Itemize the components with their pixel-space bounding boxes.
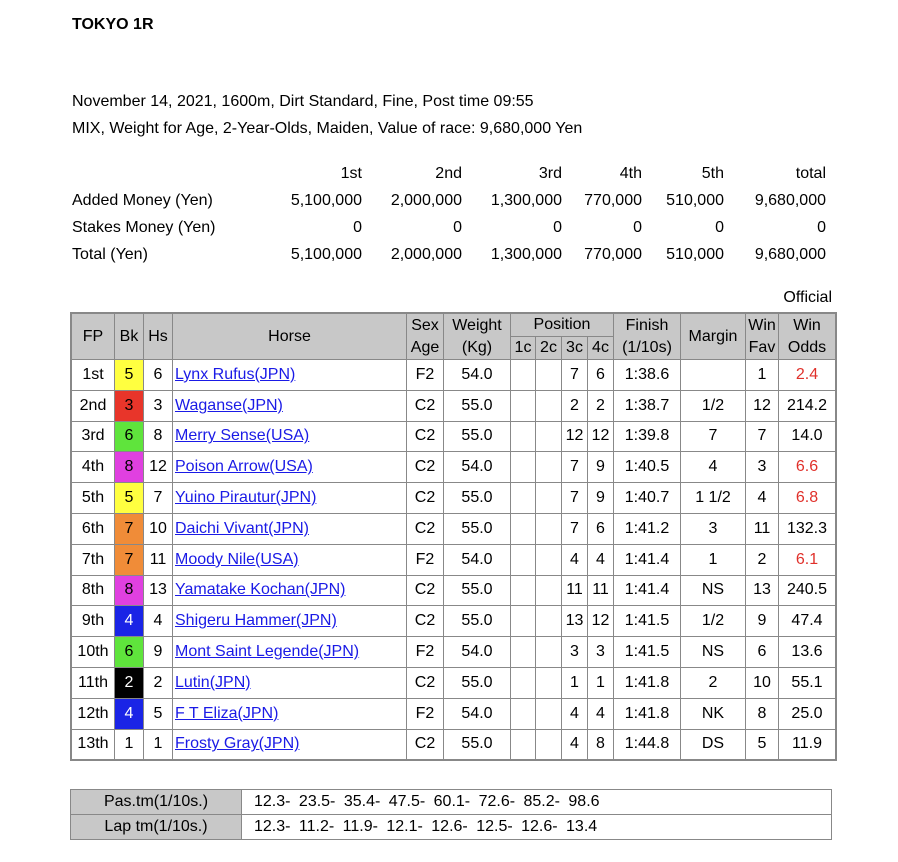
- money-cell: 5,100,000: [290, 245, 362, 263]
- cell-c3: 13: [562, 606, 588, 637]
- cell-odds: 11.9: [779, 729, 837, 760]
- cell-c2: [536, 513, 562, 544]
- cell-sex: F2: [407, 544, 444, 575]
- cell-c1: [511, 360, 536, 391]
- result-row: [71, 667, 836, 698]
- header-odds-1: Win: [793, 316, 821, 334]
- cell-c4: 9: [588, 483, 614, 514]
- cell-margin: 7: [681, 421, 746, 452]
- cell-fp: 7th: [71, 544, 115, 575]
- money-cell: 1,300,000: [490, 245, 562, 263]
- cell-finish: 1:41.5: [614, 606, 681, 637]
- cell-c4: 6: [588, 513, 614, 544]
- header-fp: FP: [71, 313, 115, 360]
- cell-c3: 7: [562, 483, 588, 514]
- cell-c1: [511, 390, 536, 421]
- money-cell: 0: [353, 218, 362, 236]
- cell-c3: 4: [562, 729, 588, 760]
- cell-finish: 1:38.7: [614, 390, 681, 421]
- cell-hs: 8: [144, 421, 173, 452]
- cell-margin: [681, 360, 746, 391]
- cell-fp: 6th: [71, 513, 115, 544]
- cell-c4: 8: [588, 729, 614, 760]
- passing-time-values: 12.3- 23.5- 35.4- 47.5- 60.1- 72.6- 85.2- 98.6: [242, 790, 832, 815]
- header-4c: 4c: [588, 337, 614, 360]
- header-margin: Margin: [681, 313, 746, 360]
- bracket-number: 8: [115, 575, 144, 606]
- cell-sex: C2: [407, 729, 444, 760]
- bracket-number: 6: [115, 637, 144, 668]
- cell-c2: [536, 360, 562, 391]
- cell-fp: 4th: [71, 452, 115, 483]
- money-cell: 4th: [619, 164, 642, 182]
- header-fav-1: Win: [748, 316, 776, 334]
- cell-weight: 54.0: [444, 637, 511, 668]
- cell-c3: 1: [562, 667, 588, 698]
- money-row: [70, 214, 826, 241]
- cell-odds: 240.5: [779, 575, 837, 606]
- cell-odds: 132.3: [779, 513, 837, 544]
- cell-margin: 3: [681, 513, 746, 544]
- cell-hs: 9: [144, 637, 173, 668]
- cell-c2: [536, 729, 562, 760]
- cell-fp: 9th: [71, 606, 115, 637]
- cell-fp: 12th: [71, 698, 115, 729]
- horse-link[interactable]: Lynx Rufus(JPN): [175, 365, 296, 383]
- bracket-number: 2: [115, 667, 144, 698]
- cell-fav: 12: [746, 390, 779, 421]
- cell-sex: C2: [407, 575, 444, 606]
- cell-fav: 11: [746, 513, 779, 544]
- money-cell: 0: [453, 218, 462, 236]
- results-table: [70, 312, 837, 761]
- horse-link[interactable]: Poison Arrow(USA): [175, 458, 313, 476]
- cell-fav: 1: [746, 360, 779, 391]
- cell-c2: [536, 421, 562, 452]
- money-cell: 0: [817, 218, 826, 236]
- cell-c3: 7: [562, 513, 588, 544]
- money-cell: 9,680,000: [754, 191, 826, 209]
- header-3c: 3c: [562, 337, 588, 360]
- cell-c1: [511, 483, 536, 514]
- cell-c1: [511, 513, 536, 544]
- cell-margin: 1/2: [681, 606, 746, 637]
- cell-finish: 1:41.4: [614, 575, 681, 606]
- cell-c2: [536, 575, 562, 606]
- header-finish-unit: (1/10s): [622, 338, 672, 356]
- bracket-number: 5: [115, 483, 144, 514]
- cell-odds: 13.6: [779, 637, 837, 668]
- header-hs: Hs: [144, 313, 173, 360]
- header-weight: [444, 313, 511, 360]
- cell-margin: 2: [681, 667, 746, 698]
- cell-margin: 1 1/2: [681, 483, 746, 514]
- cell-fp: 10th: [71, 637, 115, 668]
- cell-hs: 1: [144, 729, 173, 760]
- cell-margin: 4: [681, 452, 746, 483]
- cell-c4: 12: [588, 421, 614, 452]
- cell-fav: 13: [746, 575, 779, 606]
- cell-c3: 7: [562, 452, 588, 483]
- horse-link[interactable]: Yuino Pirautur(JPN): [175, 489, 317, 507]
- money-cell: 2,000,000: [390, 191, 462, 209]
- cell-fav: 7: [746, 421, 779, 452]
- cell-c1: [511, 606, 536, 637]
- cell-odds: 25.0: [779, 698, 837, 729]
- horse-link[interactable]: Waganse(JPN): [175, 396, 283, 414]
- result-row: [71, 360, 836, 391]
- header-age: Age: [410, 338, 440, 356]
- cell-finish: 1:41.4: [614, 544, 681, 575]
- cell-hs: 7: [144, 483, 173, 514]
- cell-c4: 11: [588, 575, 614, 606]
- cell-sex: F2: [407, 637, 444, 668]
- money-cell: 3rd: [538, 164, 562, 182]
- result-row: [71, 483, 836, 514]
- cell-finish: 1:40.7: [614, 483, 681, 514]
- cell-c2: [536, 606, 562, 637]
- money-cell: Added Money (Yen): [72, 191, 213, 209]
- header-finish-label: Finish: [625, 316, 669, 334]
- cell-sex: C2: [407, 390, 444, 421]
- cell-horse: [173, 390, 407, 421]
- cell-c1: [511, 637, 536, 668]
- cell-horse: [173, 421, 407, 452]
- header-horse: Horse: [173, 313, 407, 360]
- money-row: [70, 241, 826, 268]
- cell-finish: 1:40.5: [614, 452, 681, 483]
- cell-horse: [173, 360, 407, 391]
- cell-fp: 2nd: [71, 390, 115, 421]
- horse-link[interactable]: F T Eliza(JPN): [175, 704, 279, 722]
- cell-c2: [536, 483, 562, 514]
- cell-weight: 55.0: [444, 667, 511, 698]
- cell-finish: 1:44.8: [614, 729, 681, 760]
- bracket-number: 7: [115, 513, 144, 544]
- cell-hs: 11: [144, 544, 173, 575]
- cell-c2: [536, 637, 562, 668]
- cell-odds: 6.1: [779, 544, 837, 575]
- money-cell: 0: [633, 218, 642, 236]
- bracket-number: 5: [115, 360, 144, 391]
- header-win-fav: [746, 313, 779, 360]
- cell-c1: [511, 544, 536, 575]
- bracket-number: 6: [115, 421, 144, 452]
- horse-link[interactable]: Daichi Vivant(JPN): [175, 519, 309, 537]
- bracket-number: 7: [115, 544, 144, 575]
- horse-link[interactable]: Shigeru Hammer(JPN): [175, 612, 337, 630]
- cell-c3: 7: [562, 360, 588, 391]
- cell-c4: 6: [588, 360, 614, 391]
- cell-hs: 3: [144, 390, 173, 421]
- header-odds-2: Odds: [787, 338, 827, 356]
- cell-fav: 5: [746, 729, 779, 760]
- cell-fp: 8th: [71, 575, 115, 606]
- money-cell: 0: [715, 218, 724, 236]
- cell-sex: C2: [407, 483, 444, 514]
- money-cell: 2nd: [435, 164, 462, 182]
- result-row: [71, 513, 836, 544]
- lap-time-values: 12.3- 11.2- 11.9- 12.1- 12.6- 12.5- 12.6- 13.4: [242, 815, 832, 840]
- bracket-number: 4: [115, 606, 144, 637]
- header-bk: Bk: [115, 313, 144, 360]
- cell-odds: 214.2: [779, 390, 837, 421]
- cell-c3: 2: [562, 390, 588, 421]
- cell-margin: NS: [681, 637, 746, 668]
- cell-c1: [511, 729, 536, 760]
- cell-sex: C2: [407, 513, 444, 544]
- horse-link[interactable]: Lutin(JPN): [175, 673, 251, 691]
- passing-time-row: [71, 790, 832, 815]
- cell-finish: 1:41.8: [614, 698, 681, 729]
- money-cell: 510,000: [666, 191, 724, 209]
- cell-margin: 1/2: [681, 390, 746, 421]
- cell-c1: [511, 698, 536, 729]
- cell-c4: 9: [588, 452, 614, 483]
- cell-c2: [536, 698, 562, 729]
- header-weight-label: Weight: [452, 316, 502, 334]
- cell-c3: 12: [562, 421, 588, 452]
- cell-fp: 13th: [71, 729, 115, 760]
- header-weight-unit: (Kg): [461, 338, 493, 356]
- cell-horse: [173, 544, 407, 575]
- cell-hs: 13: [144, 575, 173, 606]
- cell-c1: [511, 421, 536, 452]
- cell-weight: 54.0: [444, 452, 511, 483]
- cell-sex: C2: [407, 667, 444, 698]
- result-row: [71, 637, 836, 668]
- cell-hs: 4: [144, 606, 173, 637]
- result-row: [71, 698, 836, 729]
- money-cell: total: [795, 164, 826, 182]
- cell-weight: 55.0: [444, 421, 511, 452]
- bracket-number: 4: [115, 698, 144, 729]
- cell-sex: C2: [407, 452, 444, 483]
- cell-horse: [173, 729, 407, 760]
- cell-horse: [173, 513, 407, 544]
- money-cell: [70, 160, 268, 187]
- bracket-number: 3: [115, 390, 144, 421]
- cell-c2: [536, 390, 562, 421]
- horse-link[interactable]: Merry Sense(USA): [175, 427, 310, 445]
- cell-fp: 11th: [71, 667, 115, 698]
- money-cell: Total (Yen): [72, 245, 148, 263]
- money-cell: 5th: [701, 164, 724, 182]
- cell-c4: 2: [588, 390, 614, 421]
- header-sex-age: [407, 313, 444, 360]
- cell-weight: 55.0: [444, 606, 511, 637]
- header-1c: 1c: [511, 337, 536, 360]
- cell-horse: [173, 698, 407, 729]
- cell-hs: 2: [144, 667, 173, 698]
- cell-weight: 55.0: [444, 729, 511, 760]
- lap-time-row: [71, 815, 832, 840]
- times-table: [70, 789, 832, 840]
- result-row: [71, 421, 836, 452]
- cell-sex: C2: [407, 606, 444, 637]
- cell-c2: [536, 452, 562, 483]
- bracket-number: 1: [115, 729, 144, 760]
- header-position: Position: [511, 313, 614, 337]
- cell-weight: 55.0: [444, 513, 511, 544]
- cell-finish: 1:41.8: [614, 667, 681, 698]
- header-2c: 2c: [536, 337, 562, 360]
- cell-sex: F2: [407, 360, 444, 391]
- race-info: [72, 88, 582, 142]
- horse-link[interactable]: Moody Nile(USA): [175, 550, 299, 568]
- cell-weight: 55.0: [444, 390, 511, 421]
- cell-horse: [173, 483, 407, 514]
- cell-weight: 54.0: [444, 360, 511, 391]
- lap-time-label: Lap tm(1/10s.): [71, 815, 242, 840]
- header-fav-2: Fav: [748, 338, 776, 356]
- cell-margin: DS: [681, 729, 746, 760]
- cell-weight: 55.0: [444, 483, 511, 514]
- money-cell: 510,000: [666, 245, 724, 263]
- cell-odds: 2.4: [779, 360, 837, 391]
- cell-hs: 5: [144, 698, 173, 729]
- cell-horse: [173, 575, 407, 606]
- cell-c3: 4: [562, 698, 588, 729]
- cell-finish: 1:39.8: [614, 421, 681, 452]
- cell-sex: F2: [407, 698, 444, 729]
- money-cell: 0: [553, 218, 562, 236]
- money-cell: 2,000,000: [390, 245, 462, 263]
- cell-fp: 5th: [71, 483, 115, 514]
- cell-fav: 3: [746, 452, 779, 483]
- money-cell: 770,000: [584, 245, 642, 263]
- cell-finish: 1:38.6: [614, 360, 681, 391]
- cell-weight: 54.0: [444, 544, 511, 575]
- result-row: [71, 575, 836, 606]
- cell-odds: 55.1: [779, 667, 837, 698]
- cell-c1: [511, 575, 536, 606]
- cell-odds: 14.0: [779, 421, 837, 452]
- race-info-line1: November 14, 2021, 1600m, Dirt Standard, Fine, Post time 09:55: [72, 93, 534, 110]
- result-row: [71, 606, 836, 637]
- cell-margin: NS: [681, 575, 746, 606]
- cell-c3: 3: [562, 637, 588, 668]
- cell-finish: 1:41.5: [614, 637, 681, 668]
- cell-fav: 9: [746, 606, 779, 637]
- cell-horse: [173, 606, 407, 637]
- result-row: [71, 544, 836, 575]
- money-cell: 1st: [340, 164, 362, 182]
- cell-margin: 1: [681, 544, 746, 575]
- header-sex: Sex: [411, 316, 439, 334]
- cell-weight: 54.0: [444, 698, 511, 729]
- passing-time-label: Pas.tm(1/10s.): [71, 790, 242, 815]
- money-cell: 770,000: [584, 191, 642, 209]
- cell-c2: [536, 544, 562, 575]
- money-header-row: [70, 160, 826, 187]
- bracket-number: 8: [115, 452, 144, 483]
- cell-c3: 4: [562, 544, 588, 575]
- cell-fav: 2: [746, 544, 779, 575]
- cell-c1: [511, 452, 536, 483]
- money-row: [70, 187, 826, 214]
- horse-link[interactable]: Mont Saint Legende(JPN): [175, 643, 360, 661]
- horse-link[interactable]: Yamatake Kochan(JPN): [175, 581, 346, 599]
- cell-finish: 1:41.2: [614, 513, 681, 544]
- money-cell: 9,680,000: [754, 245, 826, 263]
- cell-horse: [173, 637, 407, 668]
- cell-hs: 10: [144, 513, 173, 544]
- cell-fav: 6: [746, 637, 779, 668]
- cell-c4: 3: [588, 637, 614, 668]
- cell-c3: 11: [562, 575, 588, 606]
- cell-c1: [511, 667, 536, 698]
- cell-fav: 4: [746, 483, 779, 514]
- cell-odds: 6.8: [779, 483, 837, 514]
- cell-fav: 10: [746, 667, 779, 698]
- cell-c4: 1: [588, 667, 614, 698]
- money-cell: 1,300,000: [490, 191, 562, 209]
- cell-weight: 55.0: [444, 575, 511, 606]
- money-cell: 5,100,000: [290, 191, 362, 209]
- cell-c2: [536, 667, 562, 698]
- cell-odds: 47.4: [779, 606, 837, 637]
- money-cell: Stakes Money (Yen): [72, 218, 216, 236]
- cell-odds: 6.6: [779, 452, 837, 483]
- cell-fav: 8: [746, 698, 779, 729]
- prize-money-table: [70, 160, 826, 268]
- header-win-odds: [779, 313, 837, 360]
- cell-horse: [173, 667, 407, 698]
- cell-fp: 3rd: [71, 421, 115, 452]
- cell-c4: 4: [588, 544, 614, 575]
- cell-horse: [173, 452, 407, 483]
- official-label: Official: [783, 289, 832, 306]
- cell-fp: 1st: [71, 360, 115, 391]
- result-row: [71, 729, 836, 760]
- cell-sex: C2: [407, 421, 444, 452]
- cell-c4: 12: [588, 606, 614, 637]
- result-row: [71, 390, 836, 421]
- result-row: [71, 452, 836, 483]
- cell-hs: 12: [144, 452, 173, 483]
- cell-hs: 6: [144, 360, 173, 391]
- header-finish: [614, 313, 681, 360]
- horse-link[interactable]: Frosty Gray(JPN): [175, 735, 300, 753]
- cell-margin: NK: [681, 698, 746, 729]
- race-title: TOKYO 1R: [72, 16, 154, 33]
- race-info-line2: MIX, Weight for Age, 2-Year-Olds, Maiden, Value of race: 9,680,000 Yen: [72, 120, 583, 137]
- cell-c4: 4: [588, 698, 614, 729]
